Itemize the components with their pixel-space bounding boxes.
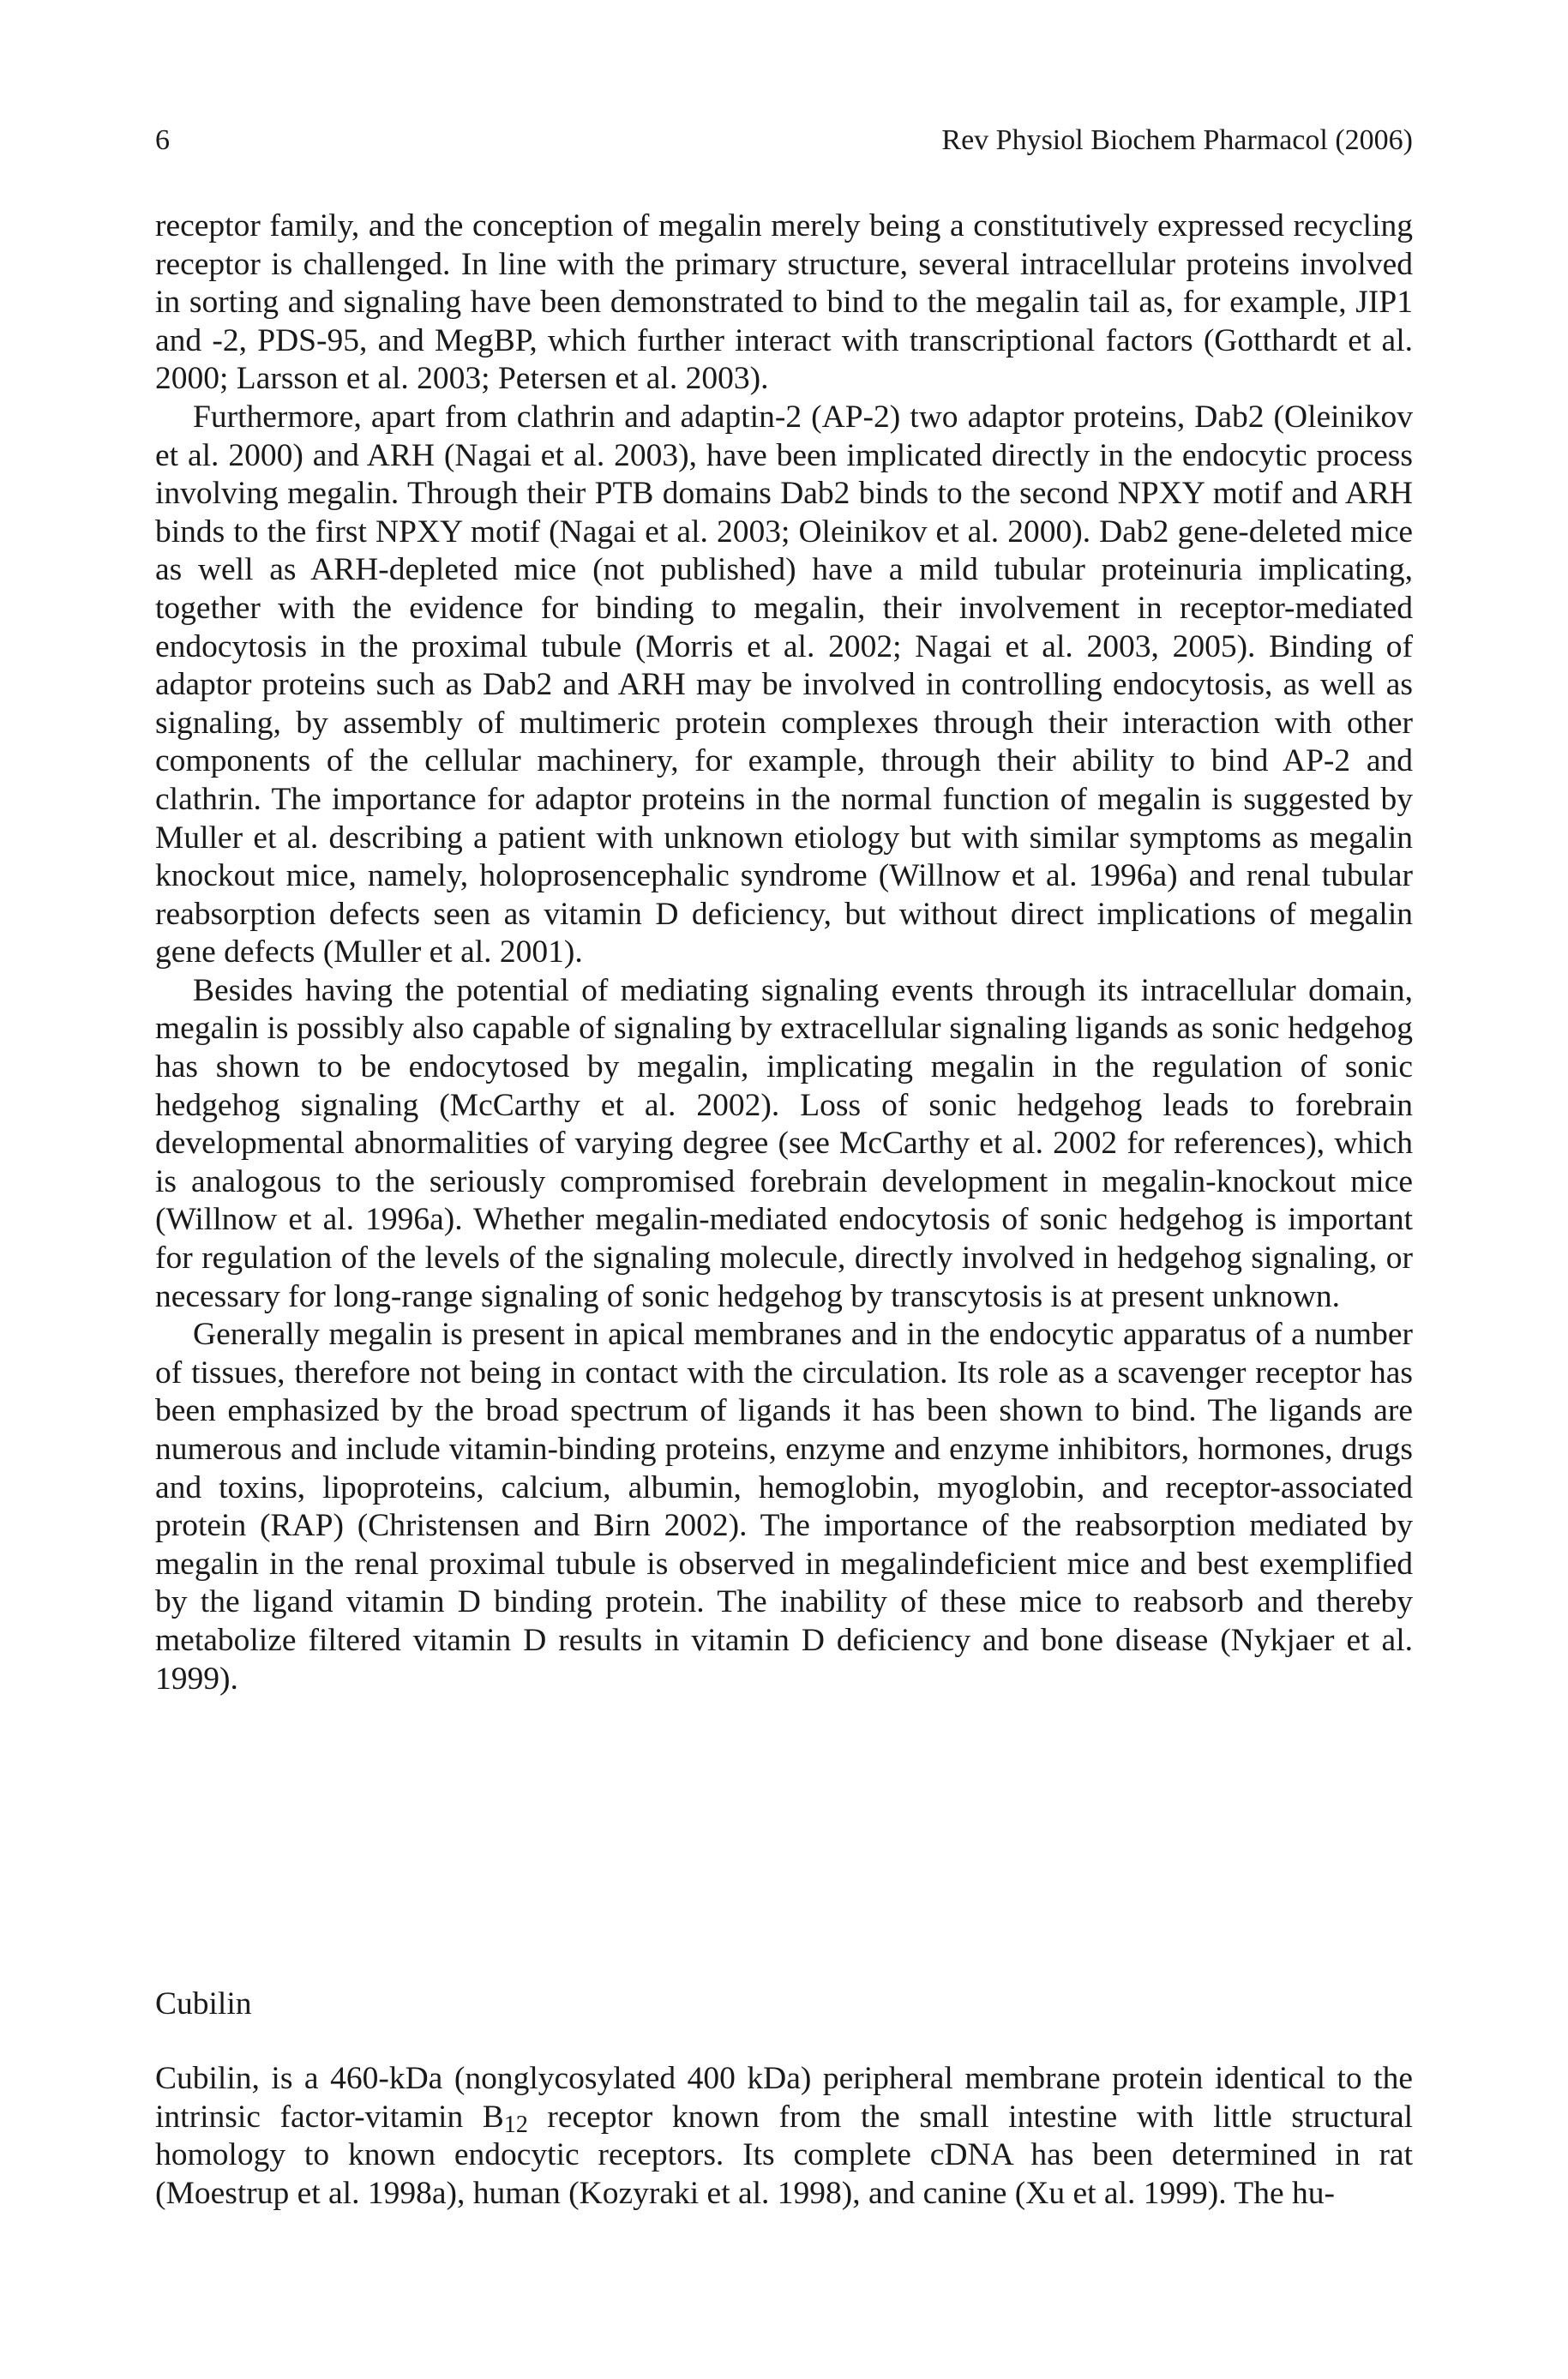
cubilin-text-part-2: receptor known from the small intestine with little structural homology to known endocytic receptors. Its complete cDNA has been determined in rat (Moestrup et al. 1998a), human (Kozyraki et al. 1998), and canine (Xu et al. 1999). The hu- (155, 2099, 1414, 2211)
cubilin-body-text (155, 2060, 1413, 2213)
journal-citation: Rev Physiol Biochem Pharmacol (2006) (941, 124, 1413, 156)
paragraph-sonic-hedgehog: Besides having the potential of mediating signaling events through its intracellular domain, megalin is possibly also capable of signaling by extracellular signaling ligands as sonic hedgehog has shown to be endocytosed by megalin, implicating megalin in the regulation of sonic hedgehog signaling (McCarthy et al. 2002). Loss of sonic hedgehog leads to forebrain developmental abnormalities of varying degree (see McCarthy et al. 2002 for references), which is analogous to the seriously compromised forebrain development in megalin-knockout mice (Willnow et al. 1996a). Whether megalin-mediated endocytosis of sonic hedgehog is important for regulation of the levels of the signaling molecule, directly involved in hedgehog signaling, or necessary for long-range signaling of sonic hedgehog by transcytosis is at present unknown. (155, 972, 1413, 1314)
main-body-text (155, 207, 1413, 1698)
page-number: 6 (155, 124, 170, 156)
cubilin-text-part-1: Cubilin, is a 460-kDa (nonglycosylated 400 kDa) peripheral membrane protein identical to the intrinsic factor-vitamin B (155, 2061, 1413, 2135)
running-head (155, 122, 1413, 159)
paragraph-adaptor-proteins: Furthermore, apart from clathrin and adaptin-2 (AP-2) two adaptor proteins, Dab2 (Oleinikov et al. 2000) and ARH (Nagai et al. 2003), have been implicated directly in the endocytic process involving megalin. Through their PTB domains Dab2 binds to the second NPXY motif and ARH binds to the first NPXY motif (Nagai et al. 2003; Oleinikov et al. 2000). Dab2 gene-deleted mice as well as ARH-depleted mice (not published) have a mild tubular proteinuria implicating, together with the evidence for binding to megalin, their involvement in receptor-mediated endocytosis in the proximal tubule (Morris et al. 2002; Nagai et al. 2003, 2005). Binding of adaptor proteins such as Dab2 and ARH may be involved in controlling endocytosis, as well as signaling, by assembly of multimeric protein complexes through their interaction with other components of the cellular machinery, for example, through their ability to bind AP-2 and clathrin. The importance for adaptor proteins in the normal function of megalin is suggested by Muller et al. describing a patient with unknown etiology but with similar symptoms as megalin knockout mice, namely, holoprosencephalic syndrome (Willnow et al. 1996a) and renal tubular reabsorption defects seen as vitamin D deficiency, but without direct implications of megalin gene defects (Muller et al. 2001). (155, 399, 1413, 970)
paragraph-scavenger-receptor: Generally megalin is present in apical membranes and in the endocytic apparatus of a number of tissues, therefore not being in contact with the circulation. Its role as a scavenger receptor has been emphasized by the broad spectrum of ligands it has been shown to bind. The ligands are numerous and include vitamin-binding proteins, enzyme and enzyme inhibitors, hormones, drugs and toxins, lipoproteins, calcium, albumin, hemoglobin, myoglobin, and receptor-associated protein (RAP) (Christensen and Birn 2002). The importance of the reabsorption mediated by megalin in the renal proximal tubule is observed in megalindeficient mice and best exemplified by the ligand vitamin D binding protein. The inability of these mice to reabsorb and thereby metabolize filtered vitamin D results in vitamin D deficiency and bone disease (Nykjaer et al. 1999). (155, 1317, 1413, 1697)
paragraph-cubilin (155, 2060, 1413, 2213)
paragraph-receptor-family: receptor family, and the conception of megalin merely being a constitutively expressed recycling receptor is challenged. In line with the primary structure, several intracellular proteins involved in sorting and signaling have been demonstrated to bind to the megalin tail as, for example, JIP1 and -2, PDS-95, and MegBP, which further interact with transcriptional factors (Gotthardt et al. 2000; Larsson et al. 2003; Petersen et al. 2003). (155, 208, 1413, 397)
subscript-12: 12 (503, 2111, 528, 2138)
page (155, 0, 1413, 2379)
section-heading-cubilin: Cubilin (155, 1986, 252, 2022)
